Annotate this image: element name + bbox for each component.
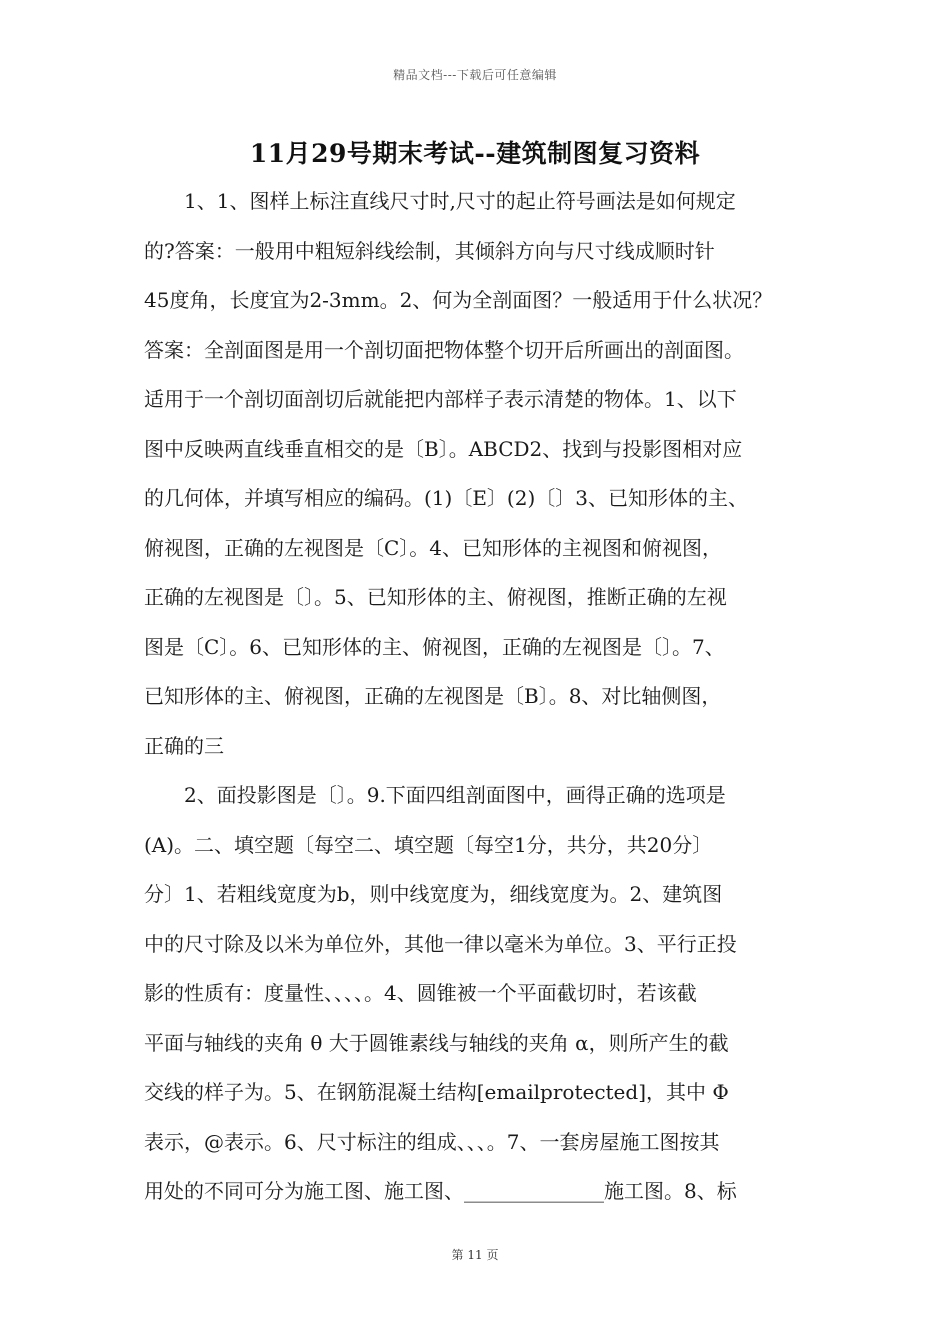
body-line: 已知形体的主、俯视图，正确的左视图是〔B〕。8、对比轴侧图， <box>144 684 722 708</box>
body-line: 的几何体，并填写相应的编码。(1)〔E〕(2)〔〕3、已知形体的主、 <box>144 486 748 510</box>
body-line: 图是〔C〕。6、已知形体的主、俯视图，正确的左视图是〔〕。7、 <box>144 634 725 659</box>
body-line: 中的尺寸除及以米为单位外，其他一律以毫米为单位。3、平行正投 <box>144 931 737 956</box>
page-header: 精品文档---下载后可任意编辑 <box>393 68 557 82</box>
body-line: 适用于一个剖切面剖切后就能把内部样子表示清楚的物体。1、以下 <box>144 387 737 411</box>
document-title: 11月29号期末考试--建筑制图复习资料 <box>249 139 701 168</box>
body-line: (A)。二、填空题〔每空二、填空题〔每空1分，共分，共20分〕 <box>144 832 713 857</box>
body-line: 用处的不同可分为施工图、施工图、______________施工图。8、标 <box>144 1179 737 1203</box>
body-line: 的?答案：一般用中粗短斜线绘制，其倾斜方向与尺寸线成顺时针 <box>144 238 715 263</box>
body-line: 答案：全剖面图是用一个剖切面把物体整个切开后所画出的剖面图。 <box>144 337 744 362</box>
body-line: 正确的三 <box>144 733 224 758</box>
body-line: 表示，@表示。6、尺寸标注的组成、、、。7、一套房屋施工图按其 <box>144 1129 720 1154</box>
document-body <box>144 181 816 1221</box>
body-line: 平面与轴线的夹角 θ 大于圆锥素线与轴线的夹角 α，则所产生的截 <box>144 1030 729 1055</box>
body-line: 正确的左视图是〔〕。5、已知形体的主、俯视图，推断正确的左视 <box>144 585 727 609</box>
page-number: 第 11 页 <box>451 1248 499 1262</box>
body-line: 俯视图，正确的左视图是〔C〕。4、已知形体的主视图和俯视图， <box>144 535 723 560</box>
body-line: 图中反映两直线垂直相交的是〔B〕。ABCD2、找到与投影图相对应 <box>144 436 743 461</box>
body-line: 影的性质有：度量性、、、、。4、圆锥被一个平面截切时，若该截 <box>144 981 697 1005</box>
body-line: 交线的样子为。5、在钢筋混凝土结构[emailprotected]，其中 Φ <box>144 1080 729 1104</box>
body-line: 分〕1、若粗线宽度为b，则中线宽度为，细线宽度为。2、建筑图 <box>144 882 723 906</box>
body-line: 2、面投影图是〔〕。9.下面四组剖面图中，画得正确的选项是 <box>144 783 726 807</box>
body-line: 1、1、图样上标注直线尺寸时,尺寸的起止符号画法是如何规定 <box>144 189 736 213</box>
body-line: 45度角，长度宜为2-3mm。2、何为全剖面图？一般适用于什么状况？ <box>144 288 773 312</box>
